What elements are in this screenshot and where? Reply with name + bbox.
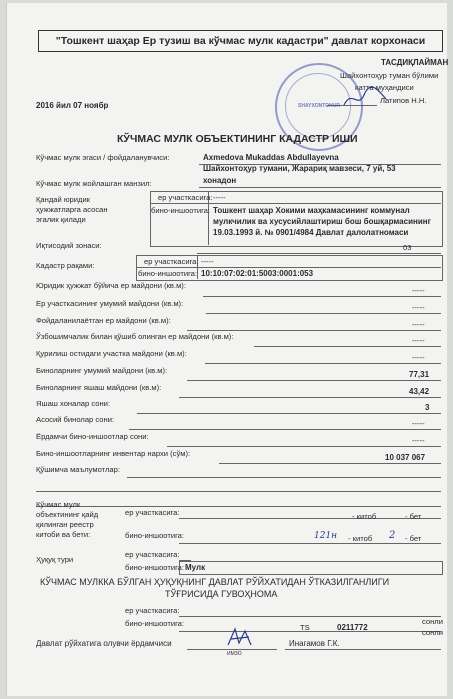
area-row-value: -----: [412, 303, 425, 312]
area-row-label: Қурилиш остидаги участка майдони (кв.м):: [36, 349, 187, 358]
approve-line-1: Шайхонтоҳур туман бўлими: [340, 71, 439, 80]
document-sheet: [6, 3, 447, 696]
cad-land-label: ер участкасига:: [144, 257, 199, 266]
area-row-underline: [129, 429, 441, 430]
basis-land-label: ер участкасига:: [158, 193, 213, 202]
issuer-name-line: [285, 649, 441, 650]
registry-building-line: [179, 543, 441, 544]
area-row-value: -----: [412, 336, 425, 345]
cad-building-label: бино-иншоотига:: [138, 269, 197, 278]
cad-land-value: -----: [201, 257, 214, 266]
issuer-signature: [225, 625, 255, 649]
cad-divider: [136, 267, 441, 268]
document-date: 2016 йил 07 ноябр: [36, 101, 109, 110]
approval-signature: [342, 85, 388, 111]
cert-land-sonli: сонли: [422, 617, 443, 626]
area-row-label: Бино-иншоотларнинг инвентар нархи (сўм):: [36, 449, 191, 458]
area-row-value: -----: [412, 320, 425, 329]
area-row-underline: [187, 380, 441, 381]
address-label: Кўчмас мулк жойлашган манзил:: [36, 179, 152, 188]
basis-value-line3: 19.03.1993 й. № 0901/4984 Давлат далолатномаси: [213, 228, 409, 237]
rights-land-label: ер участкасига:: [125, 550, 180, 559]
area-row-underline: [254, 346, 441, 347]
area-row-value: 43,42: [409, 387, 430, 396]
registry-land-line: [179, 518, 441, 519]
area-row-value: 77,31: [409, 370, 430, 379]
certificate-title-1: КЎЧМАС МУЛККА БЎЛГАН ҲУҚУҚНИНГ ДАВЛАТ РЎЙХАТИДАН ЎТКАЗИЛГАНЛИГИ: [40, 577, 390, 587]
basis-value-line1: Тошкент шаҳар Хокими маҳкамасининг коммунал: [213, 206, 410, 215]
cert-building-label: бино-иншоотига:: [125, 619, 184, 628]
registry-land-book: - китоб: [352, 512, 377, 521]
rights-label: Ҳуқуқ тури: [36, 555, 74, 564]
registry-building-page: - бет: [405, 534, 422, 543]
basis-building-label: бино-иншоотига:: [151, 206, 210, 215]
area-row-underline: [205, 363, 441, 364]
area-row-label: Юридик ҳужжат бўйича ер майдони (кв.м):: [36, 281, 186, 290]
cad-building-value: 10:10:07:02:01:5003:0001:053: [201, 269, 314, 278]
address-value-line2: хонадон: [203, 176, 237, 185]
signature-caption: ИМЗО: [227, 651, 242, 657]
registry-land-label: ер участкасига:: [125, 508, 180, 517]
approve-line-2: катта муҳандиси: [355, 83, 414, 92]
owner-value: Axmedova Mukaddas Abdullayevna: [203, 153, 339, 162]
registry-building-label: бино-иншоотига:: [125, 531, 184, 540]
area-row-label: Биноларнинг яшаш майдони (кв.м):: [36, 383, 162, 392]
basis-label-3: эгалик қилади: [36, 215, 86, 224]
approve-title: ТАСДИҚЛАЙМАН: [381, 58, 449, 67]
registry-building-book: - китоб: [348, 534, 373, 543]
issuer-label: Давлат рўйхатига олувчи ёрдамчиси: [36, 639, 172, 648]
area-row-value: -----: [412, 286, 425, 295]
rights-building-box: [179, 561, 443, 575]
area-row-label: Яшаш хоналар сони:: [36, 399, 110, 408]
econ-zone-value: 03: [403, 243, 412, 252]
basis-value-line2: мулкчилик ва хусусийлаштириш бош бошқармасининг: [213, 217, 431, 226]
document-title: КЎЧМАС МУЛК ОБЪЕКТИНИНГ КАДАСТР ИШИ: [117, 133, 358, 145]
extra-line-2: [36, 491, 441, 492]
registry-label-4: китоби ва бети:: [36, 530, 91, 539]
area-row-label: Ўзбошимчалик билан қўшиб олинган ер майдони (кв.м):: [36, 332, 234, 341]
owner-label: Кўчмас мулк эгаси / фойдаланувчиси:: [36, 153, 170, 162]
area-row-value: 3: [425, 403, 430, 412]
area-row-underline: [167, 446, 441, 447]
area-row-value: 10 037 067: [385, 453, 426, 462]
area-row-underline: [219, 463, 441, 464]
rights-building-value: Мулк: [185, 563, 206, 572]
cert-building-line: [179, 631, 441, 632]
cert-series: TS: [300, 623, 310, 632]
registry-label-2: объектининг қайд: [36, 510, 99, 519]
area-row-label: Биноларнинг умумий майдони (кв.м):: [36, 366, 168, 375]
area-row-label: Ер участкасининг умумий майдони (кв.м):: [36, 299, 184, 308]
area-row-label: Ёрдамчи бино-иншоотлар сони:: [36, 432, 149, 441]
area-row-value: -----: [412, 419, 425, 428]
area-row-underline: [187, 330, 441, 331]
extra-line-3: [36, 506, 441, 507]
issuer-sign-line: [187, 649, 277, 650]
basis-label-1: Қандай юридик: [36, 195, 91, 204]
area-row-underline: [179, 397, 441, 398]
econ-zone-underline: [197, 253, 441, 254]
cad-label: Кадастр рақами:: [36, 261, 95, 270]
basis-label-2: ҳужжатларга асосан: [36, 205, 108, 214]
basis-divider: [150, 203, 441, 204]
issuer-name: Инагамов Г.К.: [289, 639, 340, 648]
approve-name: Латипов Н.Н.: [380, 96, 427, 105]
registry-label-3: қилинган реестр: [36, 520, 94, 529]
cert-land-line: [179, 616, 441, 617]
extra-label: Қўшимча маълумотлар:: [36, 465, 120, 474]
area-row-underline: [206, 313, 441, 314]
registry-label-1: Кўчмас мулк: [36, 500, 81, 509]
cert-number: 0211772: [337, 623, 368, 632]
area-row-underline: [137, 413, 441, 414]
certificate-title-2: ТЎҒРИСИДА ГУВОҲНОМА: [165, 589, 278, 599]
address-underline: [199, 187, 441, 188]
cert-building-sonli: сонли: [422, 628, 443, 637]
area-row-value: -----: [412, 353, 425, 362]
area-row-label: Асосий бинолар сони:: [36, 415, 115, 424]
extra-line-1: [127, 477, 441, 478]
area-row-underline: [203, 296, 441, 297]
basis-land-value: -----: [213, 193, 226, 202]
registry-book-number: 121н: [314, 531, 338, 541]
area-row-value: -----: [412, 436, 425, 445]
seal-text: SHAYXONTOHUR: [298, 103, 340, 109]
cert-land-label: ер участкасига:: [125, 606, 180, 615]
org-title: "Тошкент шаҳар Ер тузиш ва кўчмас мулк кадастри" давлат корхонаси: [38, 30, 443, 52]
area-row-label: Фойдаланилаётган ер майдони (кв.м):: [36, 316, 171, 325]
rights-building-label: бино-иншоотига:: [125, 563, 184, 572]
registry-page-number: 2: [389, 530, 396, 541]
econ-zone-label: Иқтисодий зонаси:: [36, 241, 102, 250]
registry-land-page: - бет: [405, 512, 422, 521]
address-value-line1: Шайхонтоҳур тумани, Жарариқ мавзеси, 7 уй, 53: [203, 164, 396, 173]
